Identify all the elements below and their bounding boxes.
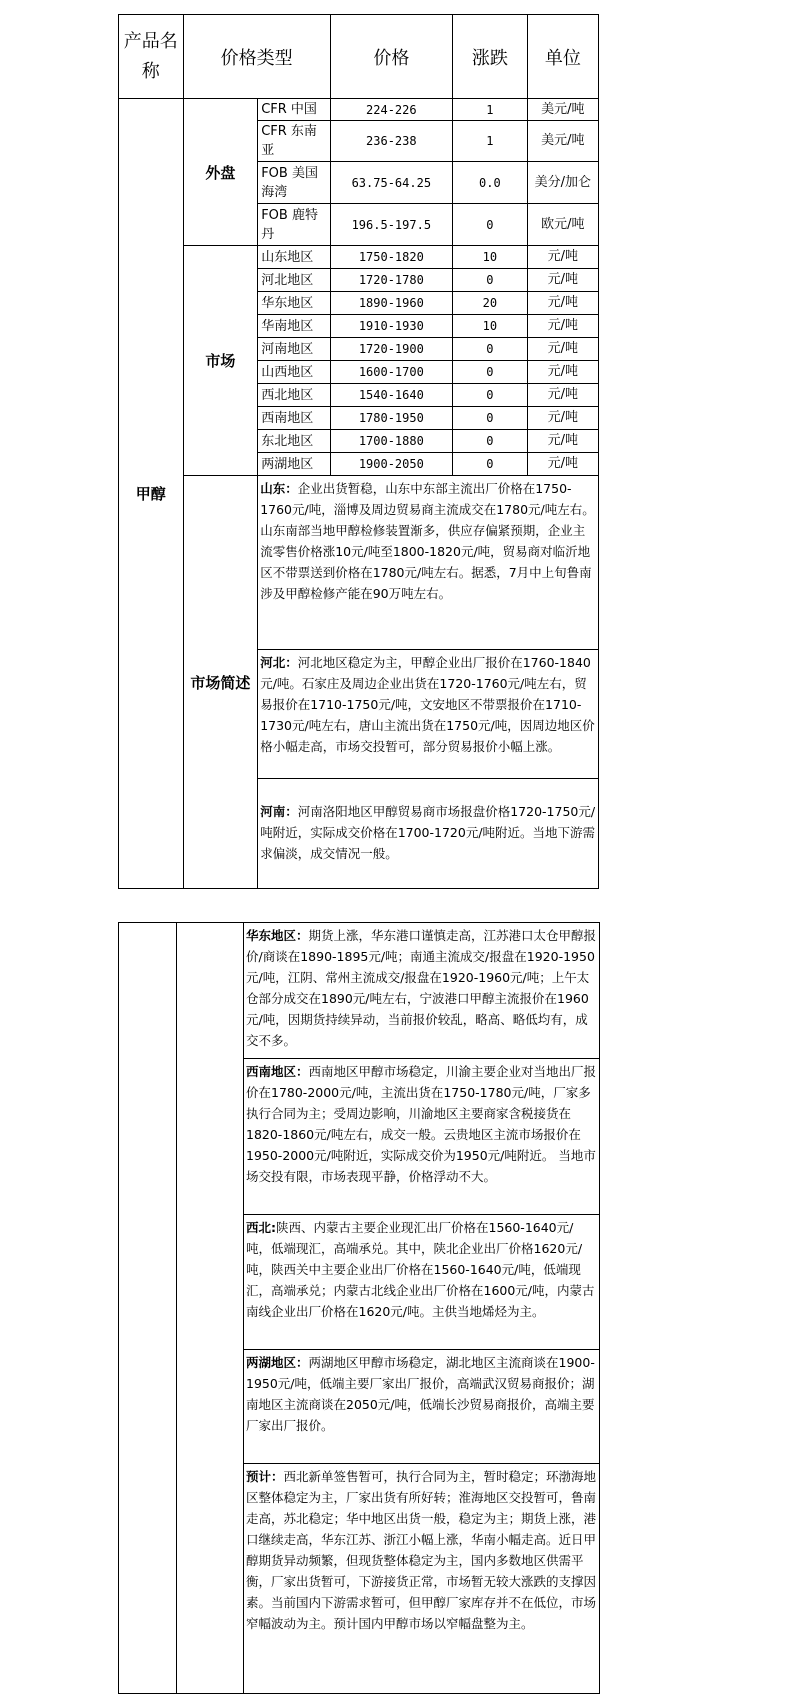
market-change: 0 <box>453 269 528 292</box>
summary-label: 河北： <box>260 655 298 670</box>
summary-southwest <box>244 1059 600 1215</box>
summary-east-china <box>244 923 600 1059</box>
market-change: 10 <box>453 315 528 338</box>
summary-label: 西北: <box>246 1220 276 1235</box>
market-change: 0 <box>453 407 528 430</box>
market-region: 华南地区 <box>258 315 330 338</box>
market-change: 0 <box>453 430 528 453</box>
market-price: 1720-1900 <box>330 338 453 361</box>
foreign-change: 1 <box>453 99 528 121</box>
market-unit: 元/吨 <box>527 338 598 361</box>
market-region: 河南地区 <box>258 338 330 361</box>
market-price: 1540-1640 <box>330 384 453 407</box>
market-unit: 元/吨 <box>527 246 598 269</box>
market-price: 1600-1700 <box>330 361 453 384</box>
summary-continued-table <box>118 922 600 1694</box>
summary-label: 华东地区： <box>246 928 309 943</box>
foreign-change: 1 <box>453 121 528 162</box>
foreign-unit: 美元/吨 <box>527 99 598 121</box>
summary-henan <box>258 779 599 889</box>
market-unit: 元/吨 <box>527 315 598 338</box>
foreign-price: 236-238 <box>330 121 453 162</box>
summary-text: 企业出货暂稳，山东中东部主流出厂价格在1750-1760元/吨，淄博及周边贸易商主流成交在1780元/吨左右。山东南部当地甲醇检修装置渐多，供应存偏紧预期，企业主流零售价格涨10元/吨至1800-1820元/吨，贸易商对临沂地区不带票送到价格在1780元/吨左右。据悉，7月中上旬鲁南涉及甲醇检修产能在90万吨左右。 <box>260 481 595 601</box>
market-change: 20 <box>453 292 528 315</box>
foreign-price: 196.5-197.5 <box>330 204 453 246</box>
foreign-type: CFR 中国 <box>258 99 330 121</box>
market-change: 0 <box>453 384 528 407</box>
market-change: 0 <box>453 453 528 476</box>
summary-text: 西北新单签售暂可，执行合同为主，暂时稳定；环渤海地区整体稳定为主，厂家出货有所好转；淮海地区交投暂可，鲁南走高，苏北稳定；华中地区出货一般，稳定为主；期货上涨，港口继续走高，华东江苏、浙江小幅上涨，华南小幅走高。近日甲醇期货异动频繁，但现货整体稳定为主，国内多数地区供需平衡，厂家出货暂可，下游接货正常，市场暂无较大涨跌的支撑因素。当前国内下游需求暂可，但甲醇厂家库存并不在低位，市场窄幅波动为主。预计国内甲醇市场以窄幅盘整为主。 <box>246 1469 597 1631</box>
market-unit: 元/吨 <box>527 361 598 384</box>
summary-shandong <box>258 476 599 650</box>
foreign-change: 0.0 <box>453 162 528 204</box>
summary-forecast <box>244 1464 600 1694</box>
empty-group-cell <box>177 923 244 1694</box>
market-price: 1780-1950 <box>330 407 453 430</box>
summary-label: 西南地区： <box>246 1064 309 1079</box>
market-price: 1910-1930 <box>330 315 453 338</box>
market-price: 1750-1820 <box>330 246 453 269</box>
foreign-unit: 欧元/吨 <box>527 204 598 246</box>
foreign-price: 63.75-64.25 <box>330 162 453 204</box>
market-region: 山西地区 <box>258 361 330 384</box>
price-table <box>118 14 599 889</box>
market-region: 西南地区 <box>258 407 330 430</box>
market-region: 山东地区 <box>258 246 330 269</box>
market-region: 东北地区 <box>258 430 330 453</box>
market-price: 1900-2050 <box>330 453 453 476</box>
market-region: 西北地区 <box>258 384 330 407</box>
group-market: 市场 <box>183 246 258 476</box>
market-unit: 元/吨 <box>527 292 598 315</box>
foreign-type: FOB 鹿特丹 <box>258 204 330 246</box>
header-price-type: 价格类型 <box>183 15 330 99</box>
header-change: 涨跌 <box>453 15 528 99</box>
summary-hebei <box>258 650 599 779</box>
market-price: 1890-1960 <box>330 292 453 315</box>
summary-label: 山东： <box>260 481 298 496</box>
foreign-type: FOB 美国海湾 <box>258 162 330 204</box>
market-change: 10 <box>453 246 528 269</box>
market-change: 0 <box>453 361 528 384</box>
market-unit: 元/吨 <box>527 384 598 407</box>
summary-text: 期货上涨，华东港口谨慎走高，江苏港口太仓甲醇报价/商谈在1890-1895元/吨；南通主流成交/报盘在1920-1950元/吨，江阴、常州主流成交/报盘在1920-1960元/吨；上午太仓部分成交在1890元/吨左右，宁波港口甲醇主流报价在1960元/吨，因期货持续异动，当前报价较乱，略高、略低均有，成交不多。 <box>246 928 597 1048</box>
header-price: 价格 <box>330 15 453 99</box>
summary-text: 西南地区甲醇市场稳定，川渝主要企业对当地出厂报价在1780-2000元/吨，主流出货在1750-1780元/吨，厂家多执行合同为主；受周边影响，川渝地区主要商家含税接货在1820-1860元/吨左右，成交一般。云贵地区主流市场报价在1950-2000元/吨附近，实际成交价为1950元/吨附近。 当地市场交投有限，市场表现平静，价格浮动不大。 <box>246 1064 597 1184</box>
empty-product-cell <box>119 923 177 1694</box>
summary-label: 两湖地区： <box>246 1355 309 1370</box>
summary-text: 河北地区稳定为主，甲醇企业出厂报价在1760-1840元/吨。石家庄及周边企业出货在1720-1760元/吨左右，贸易报价在1710-1750元/吨，文安地区不带票报价在1710-1730元/吨左右，唐山主流出货在1750元/吨，因周边地区价格小幅走高，市场交投暂可，部分贸易报价小幅上涨。 <box>260 655 595 754</box>
foreign-price: 224-226 <box>330 99 453 121</box>
summary-northwest <box>244 1215 600 1350</box>
foreign-change: 0 <box>453 204 528 246</box>
market-unit: 元/吨 <box>527 430 598 453</box>
summary-text: 两湖地区甲醇市场稳定，湖北地区主流商谈在1900-1950元/吨，低端主要厂家出厂报价，高端武汉贸易商报价；湖南地区主流商谈在2050元/吨，低端长沙贸易商报价，高端主要厂家出厂报价。 <box>246 1355 595 1433</box>
product-cell: 甲醇 <box>119 99 184 889</box>
group-foreign: 外盘 <box>183 99 258 246</box>
market-region: 华东地区 <box>258 292 330 315</box>
summary-text: 河南洛阳地区甲醇贸易商市场报盘价格1720-1750元/吨附近，实际成交价格在1700-1720元/吨附近。当地下游需求偏淡，成交情况一般。 <box>260 804 596 861</box>
market-region: 河北地区 <box>258 269 330 292</box>
market-unit: 元/吨 <box>527 407 598 430</box>
summary-lianghu <box>244 1350 600 1464</box>
market-price: 1700-1880 <box>330 430 453 453</box>
market-change: 0 <box>453 338 528 361</box>
group-summary: 市场简述 <box>183 476 258 889</box>
header-product-name: 产品名称 <box>119 15 184 99</box>
header-unit: 单位 <box>527 15 598 99</box>
foreign-type: CFR 东南亚 <box>258 121 330 162</box>
foreign-unit: 美分/加仑 <box>527 162 598 204</box>
summary-label: 预计： <box>246 1469 284 1484</box>
summary-label: 河南： <box>260 804 298 819</box>
foreign-unit: 美元/吨 <box>527 121 598 162</box>
market-price: 1720-1780 <box>330 269 453 292</box>
market-unit: 元/吨 <box>527 453 598 476</box>
market-region: 两湖地区 <box>258 453 330 476</box>
summary-text: 陕西、内蒙古主要企业现汇出厂价格在1560-1640元/吨，低端现汇，高端承兑。其中，陕北企业出厂价格1620元/吨，陕西关中主要企业出厂价格在1560-1640元/吨，低端现汇，高端承兑；内蒙古北线企业出厂价格在1600元/吨，内蒙古南线企业出厂价格在1620元/吨。主供当地烯烃为主。 <box>246 1220 595 1319</box>
market-unit: 元/吨 <box>527 269 598 292</box>
